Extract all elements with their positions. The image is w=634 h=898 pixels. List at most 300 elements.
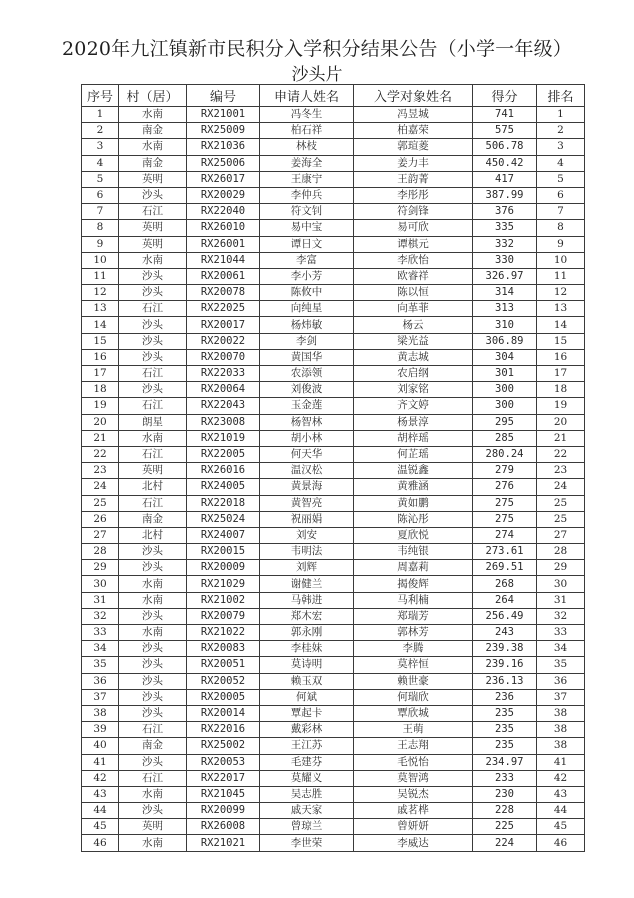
row-index-cell: 29: [82, 560, 119, 576]
applicant-name-cell: 李仲兵: [260, 187, 354, 203]
code-cell: RX20022: [187, 333, 260, 349]
table-row: [82, 220, 585, 236]
student-name-cell: 梁光益: [354, 333, 473, 349]
village-cell: 石江: [119, 722, 187, 738]
code-cell: RX20079: [187, 608, 260, 624]
table-row: [82, 414, 585, 430]
row-index-cell: 24: [82, 479, 119, 495]
code-cell: RX20070: [187, 349, 260, 365]
row-index-cell: 38: [82, 705, 119, 721]
table-row: [82, 301, 585, 317]
score-cell: 295: [473, 414, 537, 430]
table-row: [82, 382, 585, 398]
student-name-cell: 胡梓瑶: [354, 430, 473, 446]
rank-cell: 25: [537, 495, 585, 511]
code-cell: RX20015: [187, 544, 260, 560]
row-index-cell: 9: [82, 236, 119, 252]
student-name-cell: 谭棋元: [354, 236, 473, 252]
code-cell: RX26008: [187, 819, 260, 835]
score-cell: 332: [473, 236, 537, 252]
rank-cell: 10: [537, 252, 585, 268]
student-name-cell: 易可欣: [354, 220, 473, 236]
table-row: [82, 495, 585, 511]
row-index-cell: 13: [82, 301, 119, 317]
rank-cell: 20: [537, 414, 585, 430]
student-name-cell: 郭林芳: [354, 625, 473, 641]
rank-cell: 3: [537, 139, 585, 155]
rank-cell: 16: [537, 349, 585, 365]
code-cell: RX26017: [187, 171, 260, 187]
rank-cell: 8: [537, 220, 585, 236]
table-row: [82, 123, 585, 139]
village-cell: 沙头: [119, 268, 187, 284]
student-name-cell: 赖世豪: [354, 673, 473, 689]
student-name-cell: 王韵菁: [354, 171, 473, 187]
code-cell: RX21022: [187, 625, 260, 641]
code-cell: RX24007: [187, 527, 260, 543]
rank-cell: 11: [537, 268, 585, 284]
score-cell: 224: [473, 835, 537, 851]
result-table: [81, 84, 585, 852]
village-cell: 英明: [119, 220, 187, 236]
applicant-name-cell: 刘俊波: [260, 382, 354, 398]
applicant-name-cell: 黄国华: [260, 349, 354, 365]
score-cell: 236: [473, 689, 537, 705]
student-name-cell: 温锐鑫: [354, 463, 473, 479]
applicant-name-cell: 莫诗明: [260, 657, 354, 673]
code-cell: RX22016: [187, 722, 260, 738]
row-index-cell: 37: [82, 689, 119, 705]
student-name-cell: 何芷瑶: [354, 446, 473, 462]
score-cell: 234.97: [473, 754, 537, 770]
code-cell: RX20009: [187, 560, 260, 576]
table-row: [82, 560, 585, 576]
score-cell: 301: [473, 366, 537, 382]
rank-cell: 29: [537, 560, 585, 576]
rank-cell: 42: [537, 770, 585, 786]
student-name-cell: 柏嘉荣: [354, 123, 473, 139]
applicant-name-cell: 冯冬生: [260, 107, 354, 123]
code-cell: RX20014: [187, 705, 260, 721]
applicant-name-cell: 柏石祥: [260, 123, 354, 139]
table-row: [82, 155, 585, 171]
row-index-cell: 2: [82, 123, 119, 139]
rank-cell: 14: [537, 317, 585, 333]
rank-cell: 7: [537, 204, 585, 220]
table-row: [82, 268, 585, 284]
score-cell: 506.78: [473, 139, 537, 155]
row-index-cell: 36: [82, 673, 119, 689]
table-row: [82, 657, 585, 673]
code-cell: RX20053: [187, 754, 260, 770]
applicant-name-cell: 戚天家: [260, 803, 354, 819]
score-cell: 306.89: [473, 333, 537, 349]
student-name-cell: 刘家铭: [354, 382, 473, 398]
row-index-cell: 39: [82, 722, 119, 738]
village-cell: 水南: [119, 139, 187, 155]
row-index-cell: 22: [82, 446, 119, 462]
row-index-cell: 31: [82, 592, 119, 608]
score-cell: 300: [473, 398, 537, 414]
row-index-cell: 5: [82, 171, 119, 187]
score-cell: 575: [473, 123, 537, 139]
applicant-name-cell: 李小芳: [260, 268, 354, 284]
code-cell: RX20078: [187, 285, 260, 301]
row-index-cell: 27: [82, 527, 119, 543]
table-row: [82, 705, 585, 721]
student-name-cell: 马利楠: [354, 592, 473, 608]
score-cell: 326.97: [473, 268, 537, 284]
applicant-name-cell: 李桂妹: [260, 641, 354, 657]
row-index-cell: 46: [82, 835, 119, 851]
student-name-cell: 郑瑞芳: [354, 608, 473, 624]
student-name-cell: 李欣怡: [354, 252, 473, 268]
code-cell: RX20064: [187, 382, 260, 398]
rank-cell: 44: [537, 803, 585, 819]
student-name-cell: 吴锐杰: [354, 786, 473, 802]
table-row: [82, 641, 585, 657]
student-name-cell: 韦纯银: [354, 544, 473, 560]
row-index-cell: 33: [82, 625, 119, 641]
village-cell: 南金: [119, 511, 187, 527]
village-cell: 北村: [119, 527, 187, 543]
applicant-name-cell: 莫耀义: [260, 770, 354, 786]
row-index-cell: 6: [82, 187, 119, 203]
rank-cell: 15: [537, 333, 585, 349]
code-cell: RX22033: [187, 366, 260, 382]
student-name-cell: 符剑锋: [354, 204, 473, 220]
score-cell: 276: [473, 479, 537, 495]
rank-cell: 4: [537, 155, 585, 171]
student-name-cell: 姜力丰: [354, 155, 473, 171]
score-cell: 387.99: [473, 187, 537, 203]
applicant-name-cell: 何天华: [260, 446, 354, 462]
row-index-cell: 18: [82, 382, 119, 398]
student-name-cell: 冯昱城: [354, 107, 473, 123]
applicant-name-cell: 李剑: [260, 333, 354, 349]
row-index-cell: 34: [82, 641, 119, 657]
code-cell: RX21045: [187, 786, 260, 802]
applicant-name-cell: 刘安: [260, 527, 354, 543]
applicant-name-cell: 祝丽娟: [260, 511, 354, 527]
student-name-cell: 李威达: [354, 835, 473, 851]
table-row: [82, 349, 585, 365]
row-index-cell: 40: [82, 738, 119, 754]
score-cell: 304: [473, 349, 537, 365]
code-cell: RX22018: [187, 495, 260, 511]
row-index-cell: 3: [82, 139, 119, 155]
row-index-cell: 35: [82, 657, 119, 673]
code-cell: RX22040: [187, 204, 260, 220]
student-name-cell: 农启纲: [354, 366, 473, 382]
student-name-cell: 欧睿祥: [354, 268, 473, 284]
score-cell: 313: [473, 301, 537, 317]
row-index-cell: 7: [82, 204, 119, 220]
student-name-cell: 向革菲: [354, 301, 473, 317]
table-row: [82, 171, 585, 187]
row-index-cell: 21: [82, 430, 119, 446]
village-cell: 沙头: [119, 689, 187, 705]
score-cell: 269.51: [473, 560, 537, 576]
village-cell: 英明: [119, 236, 187, 252]
village-cell: 英明: [119, 819, 187, 835]
student-name-cell: 王志翔: [354, 738, 473, 754]
table-row: [82, 446, 585, 462]
code-cell: RX24005: [187, 479, 260, 495]
applicant-name-cell: 谢健兰: [260, 576, 354, 592]
row-index-cell: 19: [82, 398, 119, 414]
applicant-name-cell: 郭永刚: [260, 625, 354, 641]
row-index-cell: 44: [82, 803, 119, 819]
rank-cell: 32: [537, 608, 585, 624]
village-cell: 沙头: [119, 544, 187, 560]
rank-cell: 19: [537, 398, 585, 414]
score-cell: 235: [473, 722, 537, 738]
applicant-name-cell: 向纯星: [260, 301, 354, 317]
row-index-cell: 45: [82, 819, 119, 835]
applicant-name-cell: 黄景海: [260, 479, 354, 495]
village-cell: 石江: [119, 204, 187, 220]
applicant-name-cell: 戴彩林: [260, 722, 354, 738]
rank-cell: 33: [537, 625, 585, 641]
rank-cell: 38: [537, 722, 585, 738]
score-cell: 275: [473, 495, 537, 511]
code-cell: RX21021: [187, 835, 260, 851]
rank-cell: 5: [537, 171, 585, 187]
village-cell: 沙头: [119, 382, 187, 398]
table-row: [82, 511, 585, 527]
table-row: [82, 544, 585, 560]
header-applicant: 申请人姓名: [260, 85, 354, 107]
score-cell: 235: [473, 738, 537, 754]
village-cell: 沙头: [119, 657, 187, 673]
student-name-cell: 周嘉莉: [354, 560, 473, 576]
table-row: [82, 527, 585, 543]
village-cell: 水南: [119, 625, 187, 641]
table-row: [82, 430, 585, 446]
rank-cell: 25: [537, 511, 585, 527]
student-name-cell: 莫梓恒: [354, 657, 473, 673]
code-cell: RX26010: [187, 220, 260, 236]
header-code: 编号: [187, 85, 260, 107]
score-cell: 330: [473, 252, 537, 268]
score-cell: 274: [473, 527, 537, 543]
table-row: [82, 317, 585, 333]
code-cell: RX20029: [187, 187, 260, 203]
score-cell: 268: [473, 576, 537, 592]
code-cell: RX22017: [187, 770, 260, 786]
header-student: 入学对象姓名: [354, 85, 473, 107]
applicant-name-cell: 玉金莲: [260, 398, 354, 414]
rank-cell: 28: [537, 544, 585, 560]
rank-cell: 13: [537, 301, 585, 317]
score-cell: 273.61: [473, 544, 537, 560]
rank-cell: 43: [537, 786, 585, 802]
table-row: [82, 786, 585, 802]
code-cell: RX22005: [187, 446, 260, 462]
village-cell: 沙头: [119, 560, 187, 576]
table-row: [82, 835, 585, 851]
score-cell: 239.16: [473, 657, 537, 673]
score-cell: 228: [473, 803, 537, 819]
student-name-cell: 黄志城: [354, 349, 473, 365]
row-index-cell: 32: [82, 608, 119, 624]
applicant-name-cell: 李世荣: [260, 835, 354, 851]
score-cell: 279: [473, 463, 537, 479]
row-index-cell: 26: [82, 511, 119, 527]
table-row: [82, 592, 585, 608]
village-cell: 石江: [119, 446, 187, 462]
applicant-name-cell: 杨炜敏: [260, 317, 354, 333]
applicant-name-cell: 杨智林: [260, 414, 354, 430]
row-index-cell: 17: [82, 366, 119, 382]
student-name-cell: 曾妍妍: [354, 819, 473, 835]
village-cell: 石江: [119, 398, 187, 414]
score-cell: 285: [473, 430, 537, 446]
rank-cell: 21: [537, 430, 585, 446]
rank-cell: 12: [537, 285, 585, 301]
village-cell: 石江: [119, 770, 187, 786]
village-cell: 英明: [119, 171, 187, 187]
student-name-cell: 齐文婷: [354, 398, 473, 414]
student-name-cell: 杨云: [354, 317, 473, 333]
rank-cell: 18: [537, 382, 585, 398]
rank-cell: 38: [537, 738, 585, 754]
applicant-name-cell: 姜海全: [260, 155, 354, 171]
row-index-cell: 12: [82, 285, 119, 301]
code-cell: RX25002: [187, 738, 260, 754]
code-cell: RX26016: [187, 463, 260, 479]
code-cell: RX20061: [187, 268, 260, 284]
code-cell: RX25006: [187, 155, 260, 171]
applicant-name-cell: 林枝: [260, 139, 354, 155]
rank-cell: 36: [537, 673, 585, 689]
rank-cell: 6: [537, 187, 585, 203]
applicant-name-cell: 谭日文: [260, 236, 354, 252]
table-row: [82, 754, 585, 770]
row-index-cell: 4: [82, 155, 119, 171]
row-index-cell: 23: [82, 463, 119, 479]
score-cell: 239.38: [473, 641, 537, 657]
page-subtitle: 沙头片: [291, 65, 343, 85]
applicant-name-cell: 胡小林: [260, 430, 354, 446]
applicant-name-cell: 王康宁: [260, 171, 354, 187]
rank-cell: 45: [537, 819, 585, 835]
village-cell: 沙头: [119, 705, 187, 721]
row-index-cell: 42: [82, 770, 119, 786]
score-cell: 233: [473, 770, 537, 786]
code-cell: RX22043: [187, 398, 260, 414]
table-row: [82, 819, 585, 835]
row-index-cell: 1: [82, 107, 119, 123]
code-cell: RX20051: [187, 657, 260, 673]
code-cell: RX21044: [187, 252, 260, 268]
table-row: [82, 689, 585, 705]
row-index-cell: 16: [82, 349, 119, 365]
student-name-cell: 何瑞欣: [354, 689, 473, 705]
table-row: [82, 608, 585, 624]
code-cell: RX22025: [187, 301, 260, 317]
rank-cell: 22: [537, 446, 585, 462]
score-cell: 225: [473, 819, 537, 835]
rank-cell: 46: [537, 835, 585, 851]
table-row: [82, 673, 585, 689]
village-cell: 英明: [119, 463, 187, 479]
student-name-cell: 郭瑄菱: [354, 139, 473, 155]
rank-cell: 23: [537, 463, 585, 479]
table-row: [82, 463, 585, 479]
student-name-cell: 莫智鸿: [354, 770, 473, 786]
score-cell: 300: [473, 382, 537, 398]
rank-cell: 17: [537, 366, 585, 382]
code-cell: RX21019: [187, 430, 260, 446]
village-cell: 沙头: [119, 349, 187, 365]
score-cell: 280.24: [473, 446, 537, 462]
table-row: [82, 479, 585, 495]
student-name-cell: 黄雅涵: [354, 479, 473, 495]
village-cell: 朗星: [119, 414, 187, 430]
code-cell: RX21029: [187, 576, 260, 592]
row-index-cell: 14: [82, 317, 119, 333]
score-cell: 230: [473, 786, 537, 802]
village-cell: 水南: [119, 576, 187, 592]
applicant-name-cell: 王江苏: [260, 738, 354, 754]
table-header-row: [82, 85, 585, 107]
row-index-cell: 15: [82, 333, 119, 349]
score-cell: 314: [473, 285, 537, 301]
student-name-cell: 戚茗桦: [354, 803, 473, 819]
student-name-cell: 李彤彤: [354, 187, 473, 203]
student-name-cell: 陈以恒: [354, 285, 473, 301]
score-cell: 450.42: [473, 155, 537, 171]
row-index-cell: 10: [82, 252, 119, 268]
code-cell: RX21001: [187, 107, 260, 123]
applicant-name-cell: 温汉松: [260, 463, 354, 479]
student-name-cell: 毛悦怡: [354, 754, 473, 770]
rank-cell: 1: [537, 107, 585, 123]
rank-cell: 9: [537, 236, 585, 252]
score-cell: 264: [473, 592, 537, 608]
village-cell: 沙头: [119, 673, 187, 689]
row-index-cell: 20: [82, 414, 119, 430]
rank-cell: 41: [537, 754, 585, 770]
row-index-cell: 28: [82, 544, 119, 560]
applicant-name-cell: 陈攸中: [260, 285, 354, 301]
village-cell: 水南: [119, 835, 187, 851]
rank-cell: 30: [537, 576, 585, 592]
code-cell: RX23008: [187, 414, 260, 430]
row-index-cell: 8: [82, 220, 119, 236]
village-cell: 沙头: [119, 608, 187, 624]
applicant-name-cell: 何斌: [260, 689, 354, 705]
header-village: 村（居）: [119, 85, 187, 107]
code-cell: RX21002: [187, 592, 260, 608]
student-name-cell: 杨景淳: [354, 414, 473, 430]
rank-cell: 24: [537, 479, 585, 495]
applicant-name-cell: 赖玉双: [260, 673, 354, 689]
score-cell: 235: [473, 705, 537, 721]
village-cell: 石江: [119, 301, 187, 317]
table-row: [82, 366, 585, 382]
village-cell: 沙头: [119, 803, 187, 819]
code-cell: RX25024: [187, 511, 260, 527]
header-index: 序号: [82, 85, 119, 107]
village-cell: 南金: [119, 738, 187, 754]
score-cell: 310: [473, 317, 537, 333]
applicant-name-cell: 毛建芬: [260, 754, 354, 770]
applicant-name-cell: 易中宝: [260, 220, 354, 236]
village-cell: 南金: [119, 123, 187, 139]
